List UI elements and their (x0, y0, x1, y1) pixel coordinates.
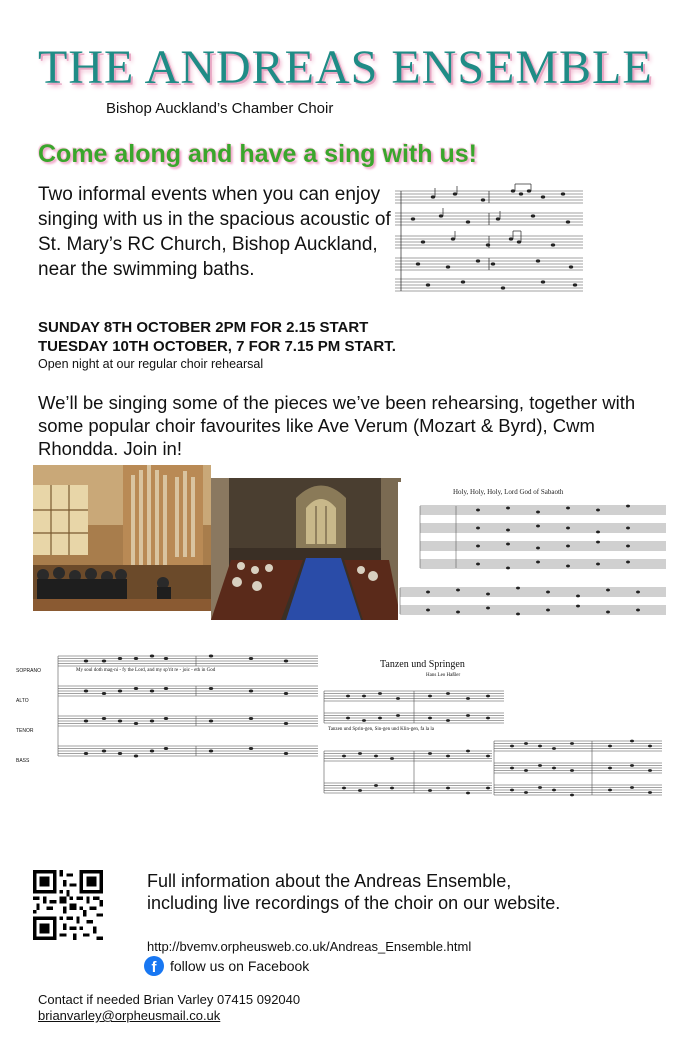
event-dates (38, 318, 396, 356)
poster-subtitle: Bishop Auckland’s Chamber Choir (106, 100, 334, 117)
facebook-link[interactable] (144, 956, 309, 976)
programme-paragraph: We’ll be singing some of the pieces we’ve been rehearsing, together with some popular choir favourites like Ave Verum (Mozart & Byrd), Cwm Rhondda. Join in! (38, 392, 636, 459)
score-magnificat (16, 642, 328, 774)
part-label-alto: ALTO (16, 698, 29, 704)
intro-paragraph: Two informal events when you can enjoy singing with us in the spacious acoustic of St. Mary’s RC Church, Bishop Auckland, near the swimming baths. (38, 184, 391, 280)
score-excerpt-top (393, 183, 585, 295)
score-tanzen-und-springen (318, 655, 510, 811)
website-link[interactable]: http://bvemv.orpheusweb.co.uk/Andreas_Ensemble.html (147, 939, 472, 954)
part-label-bass: BASS (16, 758, 30, 764)
event-tuesday: TUESDAY 10TH OCTOBER, 7 FOR 7.15 PM START. (38, 338, 396, 355)
poster-title: THE ANDREAS ENSEMBLE (38, 41, 653, 94)
score-tanzen-composer: Hans Leo Haßler (426, 673, 461, 678)
open-night-note: Open night at our regular choir rehearsal (38, 357, 264, 371)
church-organ-photo (33, 465, 211, 611)
part-label-tenor: TENOR (16, 728, 34, 734)
poster-tagline: Come along and have a sing with us! (38, 140, 477, 168)
contact-line: Contact if needed Brian Varley 07415 092040 (38, 992, 301, 1007)
tanzen-lyric: Tanzen und Sprin-gen, Sin-gen und Klin-gen, fa la la (328, 727, 435, 732)
church-nave-photo (211, 478, 401, 620)
info-paragraph: Full information about the Andreas Ensemble, including live recordings of the choir on our website. (147, 871, 561, 913)
facebook-icon: f (144, 956, 164, 976)
score-excerpt-right (492, 733, 664, 807)
score-holy-title: Holy, Holy, Holy, Lord God of Sabaoth (453, 488, 564, 496)
qr-code[interactable] (33, 870, 103, 940)
event-sunday: SUNDAY 8TH OCTOBER 2PM FOR 2.15 START (38, 319, 369, 336)
magnificat-lyric: My soul doth mag-ni - fy the Lord, and my sp'rit re - joic - eth in God (76, 668, 216, 673)
score-tanzen-title: Tanzen und Springen (380, 659, 465, 670)
facebook-label: follow us on Facebook (170, 958, 310, 974)
part-label-soprano: SOPRANO (16, 668, 42, 674)
magnificat-part-labels (16, 656, 41, 774)
email-link[interactable]: brianvarley@orpheusmail.co.uk (38, 1008, 221, 1023)
score-holy-holy-holy (398, 482, 668, 624)
